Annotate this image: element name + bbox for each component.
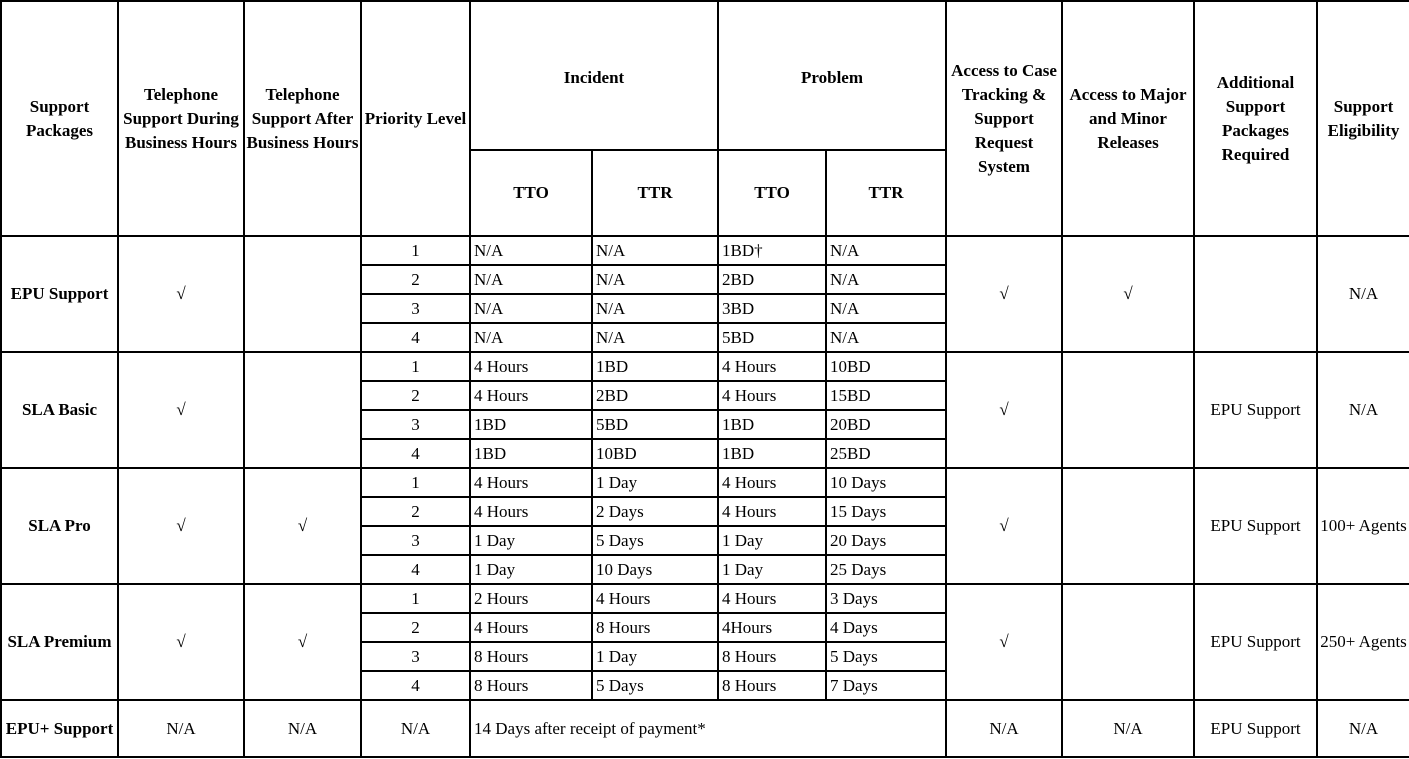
releases-cell bbox=[1062, 352, 1194, 468]
problem-tto-cell: 1BD bbox=[718, 410, 826, 439]
releases-cell: N/A bbox=[1062, 700, 1194, 757]
table-body bbox=[1, 236, 1409, 757]
case-tracking-cell: √ bbox=[946, 468, 1062, 584]
header-case-tracking: Access to Case Tracking & Support Request System bbox=[946, 1, 1062, 236]
incident-tto-cell: 8 Hours bbox=[470, 642, 592, 671]
incident-ttr-cell: 2BD bbox=[592, 381, 718, 410]
priority-level-cell: 2 bbox=[361, 613, 470, 642]
header-support-packages: Support Packages bbox=[1, 1, 118, 236]
header-support-eligibility: Support Eligibility bbox=[1317, 1, 1409, 236]
problem-ttr-cell: N/A bbox=[826, 323, 946, 352]
incident-ttr-cell: 1BD bbox=[592, 352, 718, 381]
table-row bbox=[1, 236, 1409, 265]
problem-tto-cell: 8 Hours bbox=[718, 671, 826, 700]
priority-level-cell: 4 bbox=[361, 439, 470, 468]
problem-ttr-cell: 20BD bbox=[826, 410, 946, 439]
priority-level-cell: 4 bbox=[361, 671, 470, 700]
incident-tto-cell: N/A bbox=[470, 294, 592, 323]
phone-business-cell: N/A bbox=[118, 700, 244, 757]
incident-ttr-cell: N/A bbox=[592, 265, 718, 294]
header-problem-ttr: TTR bbox=[826, 150, 946, 236]
phone-after-cell: √ bbox=[244, 584, 361, 700]
problem-tto-cell: 1 Day bbox=[718, 526, 826, 555]
header-incident: Incident bbox=[470, 1, 718, 150]
table-row bbox=[1, 352, 1409, 381]
priority-level-cell: 1 bbox=[361, 468, 470, 497]
problem-ttr-cell: N/A bbox=[826, 265, 946, 294]
phone-business-cell: √ bbox=[118, 352, 244, 468]
header-incident-tto: TTO bbox=[470, 150, 592, 236]
problem-tto-cell: 4 Hours bbox=[718, 381, 826, 410]
header-telephone-business-hours: Telephone Support During Business Hours bbox=[118, 1, 244, 236]
incident-tto-cell: 4 Hours bbox=[470, 497, 592, 526]
problem-ttr-cell: 15BD bbox=[826, 381, 946, 410]
phone-after-cell bbox=[244, 236, 361, 352]
header-problem: Problem bbox=[718, 1, 946, 150]
header-releases: Access to Major and Minor Releases bbox=[1062, 1, 1194, 236]
additional-cell bbox=[1194, 236, 1317, 352]
table-row bbox=[1, 584, 1409, 613]
incident-tto-cell: 1BD bbox=[470, 410, 592, 439]
incident-tto-cell: 8 Hours bbox=[470, 671, 592, 700]
problem-ttr-cell: 7 Days bbox=[826, 671, 946, 700]
problem-ttr-cell: N/A bbox=[826, 236, 946, 265]
priority-level-cell: 2 bbox=[361, 497, 470, 526]
problem-ttr-cell: 15 Days bbox=[826, 497, 946, 526]
package-name-epu-support: EPU Support bbox=[1, 236, 118, 352]
payment-note: 14 Days after receipt of payment* bbox=[470, 700, 946, 757]
incident-ttr-cell: 1 Day bbox=[592, 468, 718, 497]
additional-cell: EPU Support bbox=[1194, 584, 1317, 700]
table-header bbox=[1, 1, 1409, 236]
incident-ttr-cell: 2 Days bbox=[592, 497, 718, 526]
incident-tto-cell: 1 Day bbox=[470, 526, 592, 555]
table-row-epu-plus bbox=[1, 700, 1409, 757]
releases-cell bbox=[1062, 584, 1194, 700]
problem-tto-cell: 1BD† bbox=[718, 236, 826, 265]
phone-business-cell: √ bbox=[118, 468, 244, 584]
problem-ttr-cell: 25BD bbox=[826, 439, 946, 468]
header-priority-level: Priority Level bbox=[361, 1, 470, 236]
incident-tto-cell: 2 Hours bbox=[470, 584, 592, 613]
case-tracking-cell: √ bbox=[946, 584, 1062, 700]
problem-tto-cell: 1BD bbox=[718, 439, 826, 468]
problem-tto-cell: 4 Hours bbox=[718, 584, 826, 613]
incident-tto-cell: 1 Day bbox=[470, 555, 592, 584]
problem-ttr-cell: 25 Days bbox=[826, 555, 946, 584]
eligibility-cell: N/A bbox=[1317, 352, 1409, 468]
priority-level-cell: 4 bbox=[361, 323, 470, 352]
incident-tto-cell: 4 Hours bbox=[470, 468, 592, 497]
package-name-sla-basic: SLA Basic bbox=[1, 352, 118, 468]
releases-cell: √ bbox=[1062, 236, 1194, 352]
priority-level-cell: 3 bbox=[361, 526, 470, 555]
problem-ttr-cell: 3 Days bbox=[826, 584, 946, 613]
incident-ttr-cell: 5BD bbox=[592, 410, 718, 439]
eligibility-cell: N/A bbox=[1317, 700, 1409, 757]
priority-level-cell: 1 bbox=[361, 352, 470, 381]
priority-level-cell: 4 bbox=[361, 555, 470, 584]
problem-tto-cell: 1 Day bbox=[718, 555, 826, 584]
eligibility-cell: N/A bbox=[1317, 236, 1409, 352]
package-name-sla-premium: SLA Premium bbox=[1, 584, 118, 700]
problem-tto-cell: 5BD bbox=[718, 323, 826, 352]
package-name: EPU+ Support bbox=[1, 700, 118, 757]
problem-tto-cell: 4 Hours bbox=[718, 497, 826, 526]
case-tracking-cell: √ bbox=[946, 236, 1062, 352]
incident-ttr-cell: N/A bbox=[592, 294, 718, 323]
case-tracking-cell: √ bbox=[946, 352, 1062, 468]
eligibility-cell: 250+ Agents bbox=[1317, 584, 1409, 700]
priority-level-cell: 3 bbox=[361, 410, 470, 439]
incident-ttr-cell: 8 Hours bbox=[592, 613, 718, 642]
case-tracking-cell: N/A bbox=[946, 700, 1062, 757]
releases-cell bbox=[1062, 468, 1194, 584]
incident-ttr-cell: N/A bbox=[592, 323, 718, 352]
problem-ttr-cell: 5 Days bbox=[826, 642, 946, 671]
phone-business-cell: √ bbox=[118, 584, 244, 700]
incident-ttr-cell: 4 Hours bbox=[592, 584, 718, 613]
header-telephone-after-hours: Telephone Support After Business Hours bbox=[244, 1, 361, 236]
priority-level-cell: 2 bbox=[361, 265, 470, 294]
priority-level-cell: 3 bbox=[361, 642, 470, 671]
header-incident-ttr: TTR bbox=[592, 150, 718, 236]
incident-ttr-cell: 10 Days bbox=[592, 555, 718, 584]
additional-cell: EPU Support bbox=[1194, 468, 1317, 584]
incident-tto-cell: N/A bbox=[470, 265, 592, 294]
incident-tto-cell: 1BD bbox=[470, 439, 592, 468]
incident-tto-cell: 4 Hours bbox=[470, 352, 592, 381]
incident-tto-cell: N/A bbox=[470, 323, 592, 352]
priority-level-cell: 1 bbox=[361, 236, 470, 265]
phone-after-cell bbox=[244, 352, 361, 468]
problem-ttr-cell: N/A bbox=[826, 294, 946, 323]
phone-after-cell: N/A bbox=[244, 700, 361, 757]
incident-ttr-cell: 5 Days bbox=[592, 671, 718, 700]
problem-ttr-cell: 10 Days bbox=[826, 468, 946, 497]
problem-ttr-cell: 4 Days bbox=[826, 613, 946, 642]
incident-ttr-cell: 10BD bbox=[592, 439, 718, 468]
priority-level-cell: 1 bbox=[361, 584, 470, 613]
additional-cell: EPU Support bbox=[1194, 352, 1317, 468]
incident-tto-cell: 4 Hours bbox=[470, 613, 592, 642]
problem-tto-cell: 8 Hours bbox=[718, 642, 826, 671]
phone-business-cell: √ bbox=[118, 236, 244, 352]
problem-tto-cell: 2BD bbox=[718, 265, 826, 294]
incident-ttr-cell: 5 Days bbox=[592, 526, 718, 555]
problem-tto-cell: 4Hours bbox=[718, 613, 826, 642]
priority-level-cell: 2 bbox=[361, 381, 470, 410]
problem-tto-cell: 3BD bbox=[718, 294, 826, 323]
problem-ttr-cell: 10BD bbox=[826, 352, 946, 381]
incident-ttr-cell: 1 Day bbox=[592, 642, 718, 671]
problem-tto-cell: 4 Hours bbox=[718, 352, 826, 381]
header-additional-packages: Additional Support Packages Required bbox=[1194, 1, 1317, 236]
package-name-sla-pro: SLA Pro bbox=[1, 468, 118, 584]
phone-after-cell: √ bbox=[244, 468, 361, 584]
incident-tto-cell: 4 Hours bbox=[470, 381, 592, 410]
priority-level-cell: 3 bbox=[361, 294, 470, 323]
table-row bbox=[1, 468, 1409, 497]
incident-tto-cell: N/A bbox=[470, 236, 592, 265]
incident-ttr-cell: N/A bbox=[592, 236, 718, 265]
eligibility-cell: 100+ Agents bbox=[1317, 468, 1409, 584]
priority-cell: N/A bbox=[361, 700, 470, 757]
header-problem-tto: TTO bbox=[718, 150, 826, 236]
problem-ttr-cell: 20 Days bbox=[826, 526, 946, 555]
additional-cell: EPU Support bbox=[1194, 700, 1317, 757]
problem-tto-cell: 4 Hours bbox=[718, 468, 826, 497]
